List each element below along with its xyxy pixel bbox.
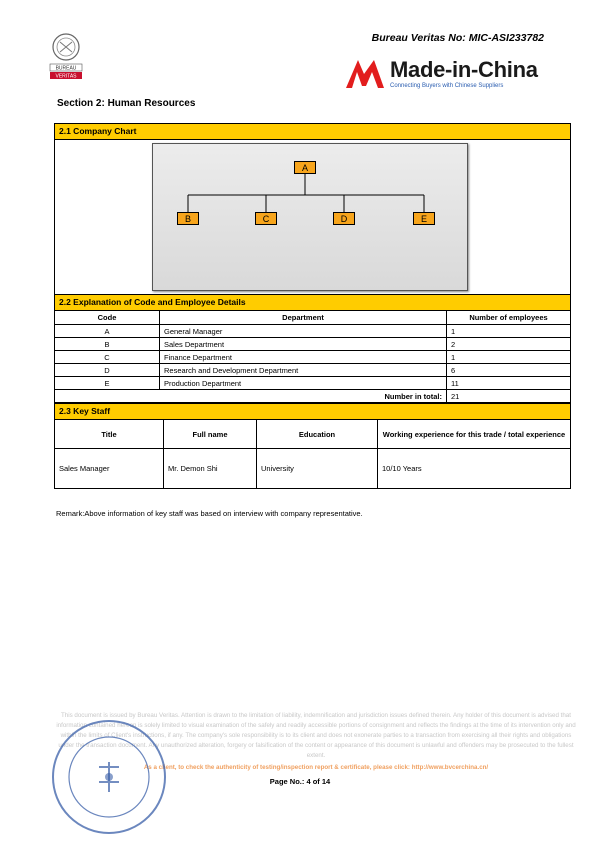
department-cell: Production Department bbox=[160, 377, 447, 390]
name-cell: Mr. Demon Shi bbox=[164, 449, 257, 489]
column-header: Title bbox=[55, 420, 164, 449]
code-cell: B bbox=[55, 338, 160, 351]
title-cell: Sales Manager bbox=[55, 449, 164, 489]
education-cell: University bbox=[257, 449, 378, 489]
explanation-table bbox=[55, 311, 570, 403]
remark: Remark:Above information of key staff was based on interview with company representative. bbox=[56, 509, 363, 518]
column-header: Number of employees bbox=[447, 311, 571, 325]
made-in-china-icon bbox=[344, 56, 390, 90]
column-header: Full name bbox=[164, 420, 257, 449]
table-row bbox=[55, 338, 570, 351]
department-cell: Research and Development Department bbox=[160, 364, 447, 377]
org-node-child: E bbox=[413, 212, 435, 225]
key-staff-heading: 2.3 Key Staff bbox=[55, 403, 570, 420]
table-row bbox=[55, 364, 570, 377]
key-staff-table bbox=[55, 420, 570, 488]
org-node-top: A bbox=[294, 161, 316, 174]
total-value: 21 bbox=[447, 390, 571, 403]
org-node-child: C bbox=[255, 212, 277, 225]
experience-cell: 10/10 Years bbox=[378, 449, 571, 489]
authenticity-link[interactable]: As a client, to check the authenticity of testing/inspection report & certificate, please click: http://www.bvcerchina.cn/ bbox=[143, 764, 489, 771]
department-cell: Sales Department bbox=[160, 338, 447, 351]
department-cell: Finance Department bbox=[160, 351, 447, 364]
section-title: Section 2: Human Resources bbox=[57, 98, 196, 109]
bureau-veritas-logo bbox=[48, 32, 84, 82]
employees-cell: 6 bbox=[447, 364, 571, 377]
made-in-china-name: Made-in-China bbox=[390, 57, 538, 82]
org-chart-frame bbox=[152, 143, 468, 291]
code-cell: C bbox=[55, 351, 160, 364]
disclaimer: This document is issued by Bureau Veritas. Attention is drawn to the limitation of liability, indemnification and jurisdiction issues defined therein. Any holder of this document is advised that information contained hereon is solely limited to visual examination of the safely and readily accessible portions of consignment and reflects the findings at the time of its intervention only and within the limits of Client's instructions, if any. The company's sole responsibility is to its client and does not exonerate parties to a transaction from exercising all their rights and obligations under the transaction document. Any unauthorized alteration, forgery or falsification of the content or appearance of this document is unlawful and offenders may be prosecuted to the fullest extent. bbox=[56, 712, 576, 759]
department-cell: General Manager bbox=[160, 325, 447, 338]
certification-stamp bbox=[50, 718, 168, 836]
employees-cell: 11 bbox=[447, 377, 571, 390]
company-chart-heading: 2.1 Company Chart bbox=[55, 124, 570, 140]
table-header-row bbox=[55, 420, 570, 449]
column-header: Education bbox=[257, 420, 378, 449]
code-cell: D bbox=[55, 364, 160, 377]
table-row bbox=[55, 377, 570, 390]
table-row bbox=[55, 325, 570, 338]
report-reference: Bureau Veritas No: MIC-ASI233782 bbox=[371, 32, 544, 44]
made-in-china-tagline: Connecting Buyers with Chinese Suppliers bbox=[390, 83, 504, 89]
company-chart bbox=[55, 140, 570, 295]
page-number: Page No.: 4 of 14 bbox=[269, 777, 331, 786]
org-node-child: B bbox=[177, 212, 199, 225]
svg-text:BUREAU: BUREAU bbox=[55, 65, 77, 72]
employees-cell: 1 bbox=[447, 325, 571, 338]
org-node-child: D bbox=[333, 212, 355, 225]
code-cell: E bbox=[55, 377, 160, 390]
column-header: Department bbox=[160, 311, 447, 325]
table-row bbox=[55, 351, 570, 364]
svg-text:VERITAS: VERITAS bbox=[55, 73, 77, 80]
code-cell: A bbox=[55, 325, 160, 338]
explanation-heading: 2.2 Explanation of Code and Employee Details bbox=[55, 295, 570, 311]
total-row bbox=[55, 390, 570, 403]
employees-cell: 1 bbox=[447, 351, 571, 364]
table-header-row bbox=[55, 311, 570, 325]
column-header: Working experience for this trade / total experience bbox=[378, 420, 571, 449]
column-header: Code bbox=[55, 311, 160, 325]
hr-table bbox=[54, 123, 571, 489]
total-label: Number in total: bbox=[55, 390, 447, 403]
table-row bbox=[55, 449, 570, 489]
employees-cell: 2 bbox=[447, 338, 571, 351]
